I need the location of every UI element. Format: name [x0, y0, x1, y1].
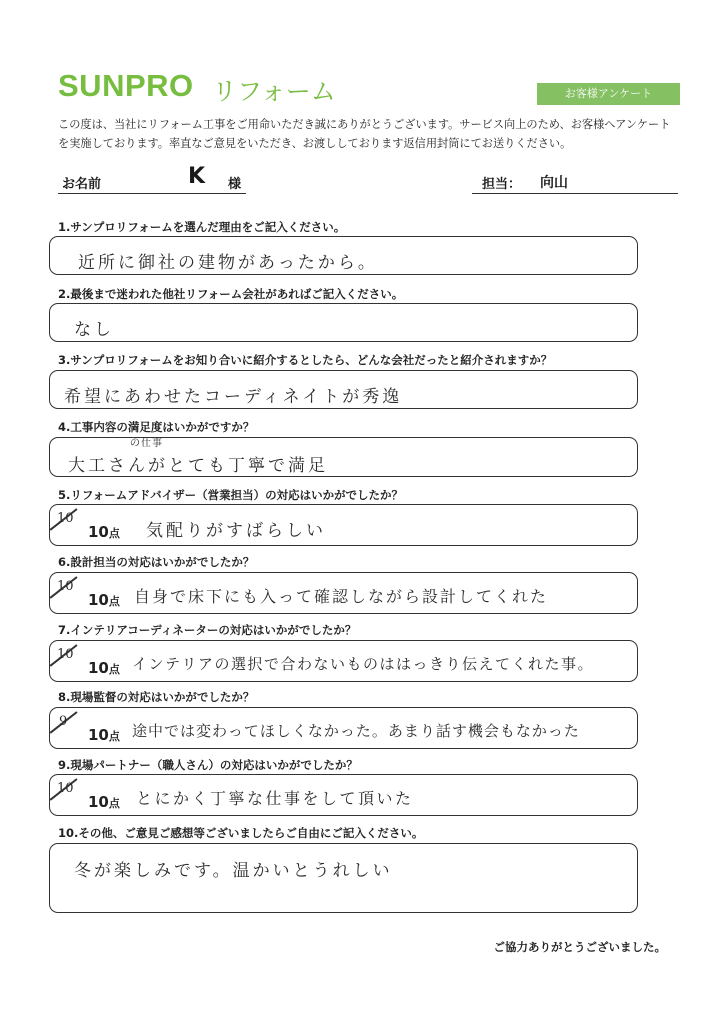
points-9-unit: 点: [108, 797, 120, 810]
customer-name: K: [188, 164, 206, 189]
name-label: お名前: [62, 177, 102, 192]
answer-box-3: [49, 370, 638, 409]
score-6: 10: [57, 579, 74, 594]
question-8: 8.現場監督の対応はいかがでしたか？: [58, 690, 255, 704]
answer-2: なし: [74, 320, 114, 340]
staff-underline: [472, 193, 678, 194]
points-9: [88, 793, 120, 811]
points-8: [88, 726, 120, 744]
points-7-unit: 点: [108, 663, 120, 676]
answer-box-6: [49, 572, 638, 614]
intro-text: この度は、当社にリフォーム工事をご用命いただき誠にありがとうございます。サービス向上のため、お客様へアンケートを実施しております。率直なご意見をいただき、お渡ししております返信用封筒にてお送りください。: [58, 118, 671, 150]
score-5: 10: [57, 511, 74, 526]
question-6: 6.設計担当の対応はいかがでしたか？: [58, 555, 255, 569]
answer-3: 希望にあわせたコーディネイトが秀逸: [64, 387, 403, 407]
question-7: 7.インテリアコーディネーターの対応はいかがでしたか？: [58, 623, 357, 637]
answer-box-10: [49, 843, 638, 913]
points-6: [88, 591, 120, 609]
question-9: 9.現場パートナー（職人さん）の対応はいかがでしたか？: [58, 758, 358, 772]
points-5-unit: 点: [108, 527, 120, 540]
score-8: 9: [59, 714, 68, 729]
answer-1: 近所に御社の建物があったから。: [78, 253, 378, 273]
points-5-value: 10: [88, 523, 109, 541]
question-3: 3.サンプロリフォームをお知り合いに紹介するとしたら、どんな会社だったと紹介されますか？: [58, 353, 553, 367]
question-10: 10.その他、ご意見ご感想等ございましたらご自由にご記入ください。: [58, 826, 424, 840]
points-7: [88, 659, 120, 677]
answer-box-5: [49, 504, 638, 546]
name-underline: [58, 193, 246, 194]
answer-8: 途中では変わってほしくなかった。あまり話す機会もなかった: [132, 722, 580, 740]
staff-name: 向山: [540, 175, 568, 191]
answer-box-8: [49, 707, 638, 749]
question-1: 1.サンプロリフォームを選んだ理由をご記入ください。: [58, 220, 346, 234]
score-7: 10: [57, 647, 74, 662]
question-4: 4.工事内容の満足度はいかがですか？: [58, 420, 255, 434]
survey-tag: お客様アンケート: [537, 83, 680, 105]
brand-logo: SUNPRO: [58, 68, 194, 103]
answer-9: とにかく丁寧な仕事をして頂いた: [136, 789, 414, 808]
staff-label: 担当：: [482, 177, 522, 192]
question-2: 2.最後まで迷われた他社リフォーム会社があればご記入ください。: [58, 287, 404, 301]
points-6-value: 10: [88, 591, 109, 609]
answer-6: 自身で床下にも入って確認しながら設計してくれた: [134, 587, 549, 606]
points-5: [88, 523, 120, 541]
points-7-value: 10: [88, 659, 109, 677]
answer-box-4: [49, 437, 638, 477]
thanks-text: ご協力ありがとうございました。: [493, 940, 666, 954]
points-6-unit: 点: [108, 595, 120, 608]
answer-box-2: [49, 303, 638, 342]
question-5: 5.リフォームアドバイザー（営業担当）の対応はいかがでしたか？: [58, 488, 404, 502]
answer-7: インテリアの選択で合わないものははっきり伝えてくれた事。: [132, 655, 595, 673]
answer-5: 気配りがすばらしい: [146, 521, 326, 541]
answer-4: 大工さんがとても丁寧で満足: [68, 456, 328, 476]
answer-10: 冬が楽しみです。温かいとうれしい: [74, 861, 393, 881]
answer-box-7: [49, 640, 638, 682]
points-9-value: 10: [88, 793, 109, 811]
answer-4-note: の仕事: [130, 438, 163, 449]
score-9: 10: [57, 781, 74, 796]
points-8-unit: 点: [108, 730, 120, 743]
name-suffix: 様: [228, 177, 242, 192]
points-8-value: 10: [88, 726, 109, 744]
brand-logo-kana: リフォーム: [212, 77, 336, 106]
answer-box-1: [49, 236, 638, 275]
answer-box-9: [49, 774, 638, 816]
